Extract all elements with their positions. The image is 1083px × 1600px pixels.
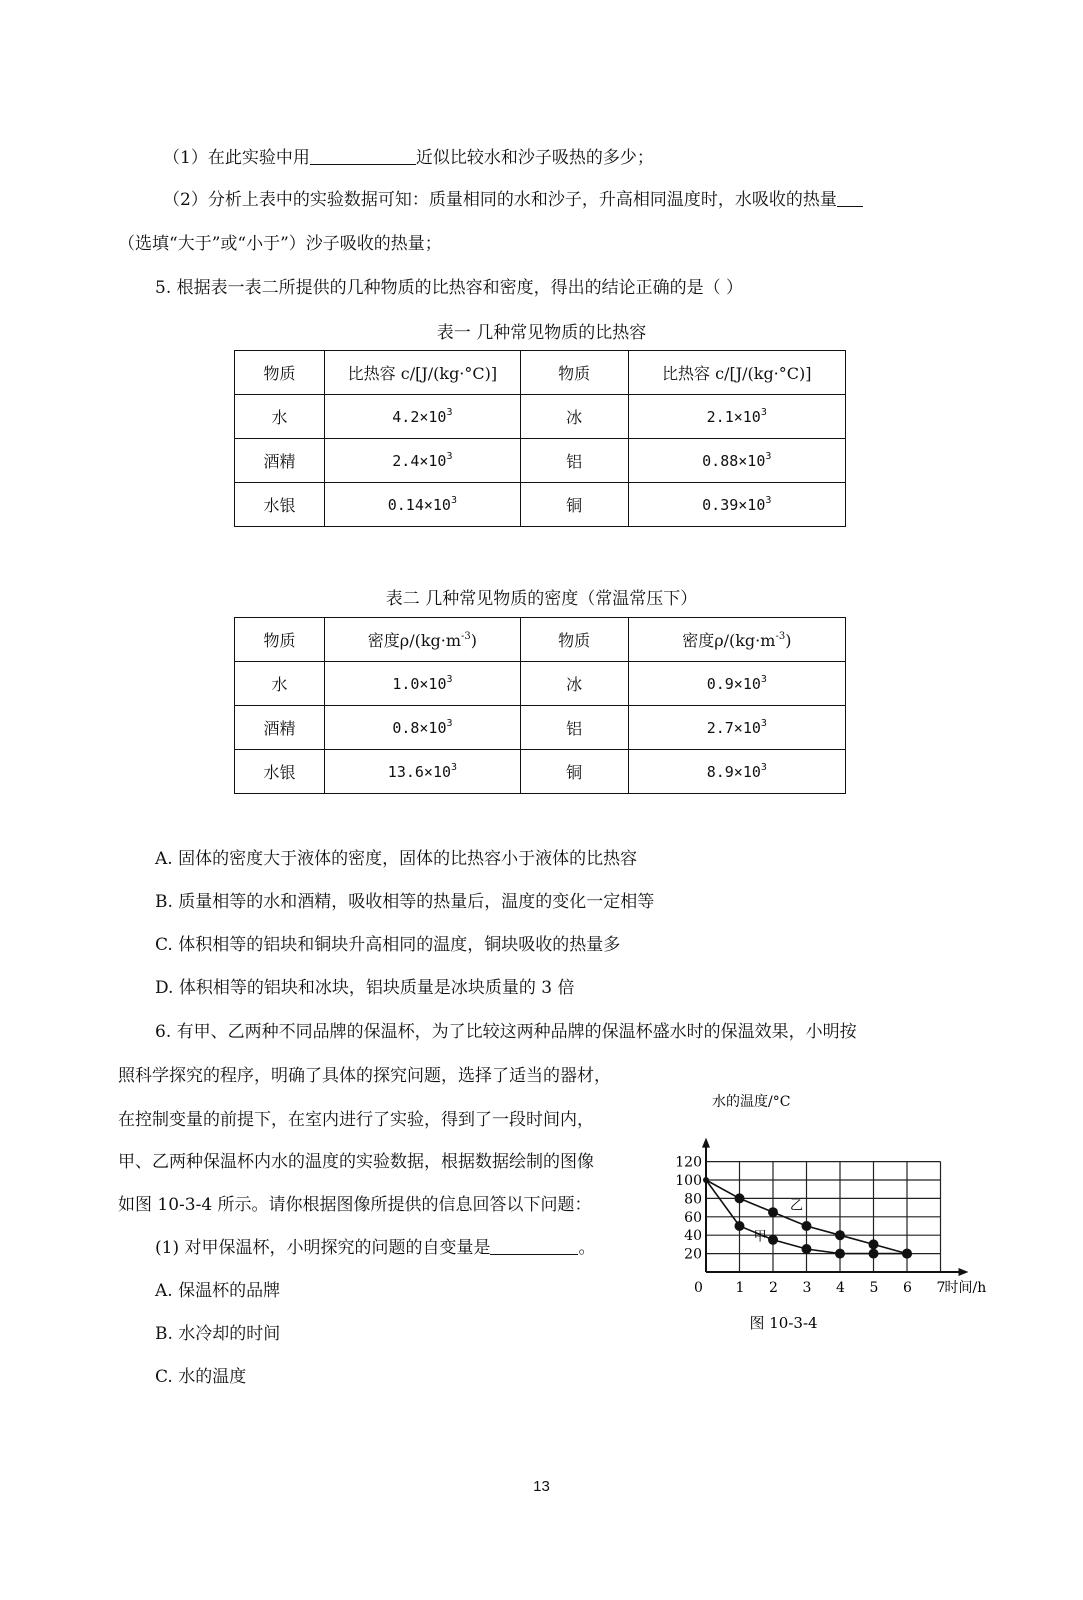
x-axis-arrow (959, 1268, 969, 1276)
table-cell: 铜 (520, 483, 628, 527)
table-cell: 冰 (520, 395, 628, 439)
q5-option-c: C. 体积相等的铝块和铜块升高相同的温度，铜块吸收的热量多 (155, 935, 621, 955)
specific-heat-table (234, 350, 846, 527)
x-tick-label: 7 (936, 1280, 946, 1296)
series-label: 甲 (753, 1229, 767, 1245)
table-header-cell: 比热容 c/[J/(kg·°C)] (628, 351, 845, 395)
series-label: 乙 (789, 1198, 803, 1214)
x-tick-label: 2 (769, 1280, 778, 1296)
table-cell: $1.0\times 10^3$ (325, 662, 521, 706)
table-cell: $13.6\times 10^3$ (325, 750, 521, 794)
q6-sub1-text: (1) 对甲保温杯，小明探究的问题的自变量是 (155, 1238, 491, 1258)
table-header-row (235, 351, 846, 395)
table-row (235, 395, 846, 439)
table-cell: 铝 (520, 439, 628, 483)
table-row (235, 662, 846, 706)
q4-sub1-text: （1）在此实验中用 (163, 148, 310, 168)
table-row (235, 706, 846, 750)
table-cell: $0.8\times 10^3$ (325, 706, 521, 750)
table-header-cell: 密度$\rho/(kg\cdot m^{-3})$ (325, 618, 521, 662)
q4-sub2-line2: （选填“大于”或“小于”）沙子吸收的热量； (118, 234, 442, 254)
table-cell: $4.2\times 10^3$ (325, 395, 521, 439)
answer-blank[interactable] (490, 1236, 578, 1255)
table-header-cell: 物质 (235, 351, 325, 395)
q6-line2: 照科学探究的程序，明确了具体的探究问题，选择了适当的器材， (118, 1066, 611, 1086)
data-point (802, 1244, 812, 1254)
q5-option-d: D. 体积相等的铝块和冰块，铝块质量是冰块质量的 3 倍 (155, 978, 575, 998)
data-point (735, 1221, 745, 1231)
data-point (835, 1249, 845, 1259)
data-point (802, 1221, 812, 1231)
table-cell: 水银 (235, 483, 325, 527)
y-axis-label: 水的温度/°C (712, 1094, 791, 1110)
table2-caption: 表二 几种常见物质的密度（常温常压下） (385, 589, 698, 609)
density-table (234, 617, 846, 794)
data-point (768, 1207, 778, 1217)
q6-option-b: B. 水冷却的时间 (155, 1324, 281, 1344)
x-tick-label: 3 (802, 1280, 812, 1296)
table-header-cell: 物质 (235, 618, 325, 662)
data-point (768, 1235, 778, 1245)
figure-label: 图 10-3-4 (749, 1314, 818, 1332)
data-point (735, 1193, 745, 1203)
x-tick-label: 5 (869, 1280, 879, 1296)
data-point (902, 1249, 912, 1259)
q5-stem: 5. 根据表一表二所提供的几种物质的比热容和密度，得出的结论正确的是（ ） (155, 278, 744, 298)
data-point (869, 1239, 879, 1249)
x-tick-label: 0 (694, 1280, 703, 1296)
table-cell: 水 (235, 395, 325, 439)
table-cell: 冰 (520, 662, 628, 706)
table-row (235, 439, 846, 483)
q4-sub1-text-after: 近似比较水和沙子吸热的多少； (415, 148, 654, 168)
q6-line5: 如图 10-3-4 所示。请你根据图像所提供的信息回答以下问题： (118, 1195, 592, 1215)
table-cell: 酒精 (235, 439, 325, 483)
x-tick-label: 1 (735, 1280, 745, 1296)
table1-caption: 表一 几种常见物质的比热容 (436, 323, 647, 343)
q6-line4: 甲、乙两种保温杯内水的温度的实验数据，根据数据绘制的图像 (118, 1152, 594, 1172)
q5-option-a: A. 固体的密度大于液体的密度，固体的比热容小于液体的比热容 (155, 849, 638, 869)
table-header-cell: 物质 (520, 351, 628, 395)
table-cell: $2.7\times 10^3$ (628, 706, 845, 750)
table-cell: 酒精 (235, 706, 325, 750)
table-cell: $2.1\times 10^3$ (628, 395, 845, 439)
y-tick-label: 100 (675, 1173, 702, 1189)
q6-line1: 6. 有甲、乙两种不同品牌的保温杯，为了比较这两种品牌的保温杯盛水时的保温效果，小明按 (155, 1022, 857, 1042)
table-cell: $2.4\times 10^3$ (325, 439, 521, 483)
q6-line3: 在控制变量的前提下，在室内进行了实验，得到了一段时间内， (118, 1110, 594, 1130)
q4-sub2-text: （2）分析上表中的实验数据可知：质量相同的水和沙子，升高相同温度时，水吸收的热量 (163, 190, 837, 210)
start-point (703, 1177, 709, 1183)
q6-option-c: C. 水的温度 (155, 1367, 247, 1387)
table-cell: 水 (235, 662, 325, 706)
table-header-cell: 比热容 c/[J/(kg·°C)] (325, 351, 521, 395)
x-tick-label: 6 (903, 1280, 912, 1296)
answer-blank[interactable] (310, 146, 416, 165)
table-cell: 水银 (235, 750, 325, 794)
table-row (235, 750, 846, 794)
table-row (235, 483, 846, 527)
y-tick-label: 20 (684, 1246, 702, 1263)
table-cell: 铝 (520, 706, 628, 750)
x-tick-label: 4 (836, 1280, 845, 1296)
table-cell: $0.9\times 10^3$ (628, 662, 845, 706)
x-axis-label: 时间/h (944, 1280, 987, 1296)
table-header-cell: 密度$\rho/(kg\cdot m^{-3})$ (628, 618, 845, 662)
data-point (869, 1249, 879, 1259)
data-point (835, 1230, 845, 1240)
q4-sub1 (163, 146, 654, 170)
table-cell: $0.88\times 10^3$ (628, 439, 845, 483)
table-cell: $0.14\times 10^3$ (325, 483, 521, 527)
y-axis-arrow (702, 1138, 710, 1148)
temperature-time-chart (675, 1090, 1006, 1350)
table-cell: $8.9\times 10^3$ (628, 750, 845, 794)
q6-option-a: A. 保温杯的品牌 (155, 1281, 281, 1301)
y-tick-label: 40 (684, 1228, 702, 1245)
table-header-cell: 物质 (520, 618, 628, 662)
y-tick-label: 80 (684, 1191, 702, 1208)
table-cell: 铜 (520, 750, 628, 794)
q4-sub2 (163, 188, 863, 212)
q5-option-b: B. 质量相等的水和酒精，吸收相等的热量后，温度的变化一定相等 (155, 892, 655, 912)
q6-sub1 (155, 1236, 595, 1260)
table-header-row (235, 618, 846, 662)
table-cell: $0.39\times 10^3$ (628, 483, 845, 527)
y-tick-label: 120 (675, 1154, 702, 1171)
y-tick-label: 60 (684, 1209, 702, 1226)
q6-sub1-text-after: 。 (578, 1238, 596, 1258)
answer-blank[interactable] (837, 188, 863, 207)
page-number: 13 (533, 1478, 550, 1495)
